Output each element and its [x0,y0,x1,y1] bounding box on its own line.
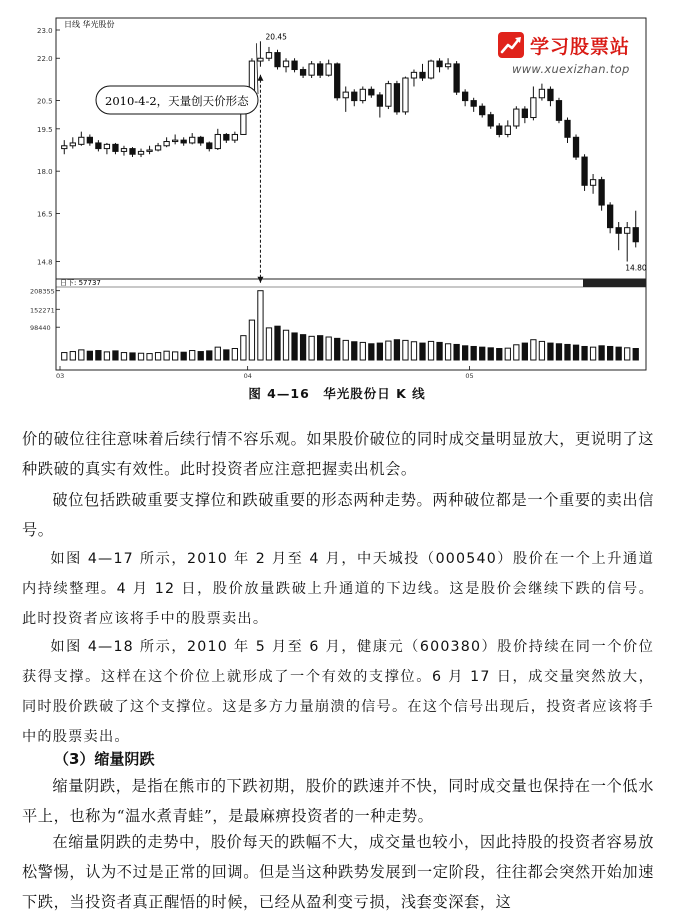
volume-bar [164,351,169,360]
candle-body [130,149,135,155]
candle-body [121,149,126,152]
candle-body [377,95,382,106]
figure-caption: 图 4—16 华光股份日 K 线 [248,386,426,401]
candle-body [565,120,570,137]
volume-bar [437,342,442,360]
candle-body [488,115,493,126]
candle-body [343,92,348,98]
volume-bar [539,341,544,360]
volume-bar [505,348,510,360]
volume-bar [403,340,408,360]
volume-bar [445,344,450,360]
candle-body [266,53,271,59]
candle-body [625,228,630,234]
volume-bar [224,350,229,360]
volume-bar [386,341,391,360]
volume-bar [121,353,126,360]
candle-body [215,134,220,148]
volume-bar [454,344,459,360]
candle-body [531,98,536,118]
candle-body [445,64,450,67]
volume-bar [309,336,314,360]
price-tick-label: 23.0 [37,27,53,35]
volume-bar [335,338,340,360]
candle-body [138,151,143,154]
candle-body [283,61,288,67]
volume-bar [633,349,638,360]
candle-body [147,150,152,151]
time-tick-label: 03 [56,372,65,380]
volume-bar [173,352,178,360]
candle-body [309,64,314,75]
candle-body [556,101,561,121]
candle-body [318,64,323,75]
candle-body [173,140,178,141]
volume-bar [155,353,160,360]
arrow-up-icon [257,75,263,81]
candle-body [258,58,263,61]
candle-body [608,205,613,228]
candle-body [463,92,468,100]
candle-body [369,89,374,95]
volume-bar [275,326,280,360]
volume-legend-bar [583,279,646,287]
candle-body [471,101,476,107]
candle-body [155,146,160,150]
volume-bar [463,346,468,360]
volume-bar [181,352,186,360]
candle-body [386,84,391,107]
candle-body [292,61,297,69]
volume-bar [394,340,399,360]
volume-bar [266,328,271,360]
candle-body [79,137,84,144]
volume-bar [198,352,203,360]
candle-body [335,64,340,98]
candle-body [411,72,416,78]
volume-bar [249,320,254,360]
site-name: 学习股票站 [530,36,631,58]
candle-body [497,126,502,134]
candle-body [573,137,578,157]
volume-bar [343,340,348,360]
volume-bar [582,346,587,360]
price-tick-label: 19.5 [37,125,53,134]
volume-bar [87,351,92,360]
volume-bar [590,347,595,360]
paragraph-5: 缩量阴跌，是指在熊市的下跌初期，股价的跌速并不快，同时成交量也保持在一个低水平上，也称为“温水煮青蛙”，是最麻痹投资者的一种走势。 [22,777,654,825]
volume-bar [556,344,561,360]
volume-tick-label: 152271 [30,306,55,315]
volume-bar [130,353,135,360]
volume-bar [514,345,519,360]
candle-body [181,140,186,143]
volume-bar [548,343,553,360]
chart-header: 日线 华光股份 [64,20,115,29]
volume-bar [104,352,109,360]
volume-bar [147,354,152,360]
volume-bar [241,336,246,360]
site-watermark [498,32,648,82]
volume-bar [411,342,416,360]
volume-bar [616,347,621,360]
section-heading: （3）缩量阴跌 [54,750,155,768]
volume-bar [471,346,476,360]
candle-body [113,144,118,151]
candle-body [207,143,212,149]
volume-series [62,291,639,360]
volume-bar [232,349,237,360]
price-axis [37,27,60,267]
candle-body [454,64,459,92]
price-tick-label: 20.5 [37,97,53,106]
price-tick-label: 16.5 [37,210,53,219]
volume-label: 日下: 57737 [60,279,101,287]
candle-body [394,84,399,112]
volume-bar [522,343,527,360]
chart-arrow-icon [498,32,524,58]
volume-bar [377,343,382,360]
paragraph-2: 破位包括跌破重要支撑位和跌破重要的形态两种走势。两种破位都是一个重要的卖出信号。 [22,491,654,539]
candle-body [352,92,357,100]
paragraph-4: 如图 4—18 所示，2010 年 5 月至 6 月，健康元（600380）股价持续在同一个价位获得支撑。这样在这个价位上就形成了一个有效的支撑位。6 月 17 日，成交量突然放大，同时股价跌破了这个支撑位。这是多方力量崩溃的信号。在这个信号出现后，投资者应该将手中的股票卖出。 [22,639,654,745]
volume-bar [292,333,297,360]
volume-bar [96,351,101,360]
volume-tick-label: 98440 [30,324,51,333]
site-url: www.xuexizhan.top [512,62,630,76]
volume-bar [318,336,323,360]
candle-body [514,109,519,126]
candle-body [190,137,195,143]
paragraph-3: 如图 4—17 所示，2010 年 2 月至 4 月，中天城投（000540）股价在一个上升通道内持续整理。4 月 12 日，股价放量跌破上升通道的下边线。这是股价会继续下跌的信号。此时投资者应该将手中的股票卖出。 [22,551,654,627]
time-tick-label: 04 [243,372,252,380]
volume-bar [625,348,630,360]
candle-body [70,143,75,146]
candle-body [232,134,237,140]
candle-body [548,89,553,100]
volume-bar [420,343,425,360]
volume-bar [326,337,331,360]
volume-bar [79,350,84,360]
paragraph-6: 在缩量阴跌的走势中，股价每天的跌幅不大，成交量也较小，因此持股的投资者容易放松警惕，认为不过是正常的回调。但是当这种跌势发展到一定阶段，往往都会突然开始加速下跌，当投资者真正醒悟的时候，已经从盈利变亏损，浅套变深套，这 [22,833,654,911]
candle-body [616,228,621,234]
candle-body [275,53,280,67]
candle-body [437,61,442,67]
candle-body [104,144,109,148]
volume-bar [488,348,493,360]
volume-bar [62,353,67,360]
candle-body [633,228,638,242]
volume-bar [258,291,263,360]
paragraph-1: 价的破位往往意味着后续行情不容乐观。如果股价破位的同时成交量明显放大，更说明了这种跌破的真实有效性。此时投资者应注意把握卖出机会。 [22,430,654,478]
low-price-label: 14.80 [625,263,647,273]
volume-bar [283,330,288,360]
volume-bar [573,345,578,360]
price-tick-label: 22.0 [37,55,53,64]
candle-body [590,180,595,186]
annotation-text: 2010-4-2，天量创天价形态 [105,94,249,108]
volume-tick-label: 208355 [30,287,55,296]
candle-body [480,106,485,114]
candle-body [420,72,425,78]
candle-body [96,143,101,149]
volume-bar [497,349,502,360]
candle-body [505,126,510,134]
high-price-label: 20.45 [265,32,287,42]
callout-leader [256,43,258,94]
candle-body [198,137,203,143]
volume-bar [70,352,75,360]
candle-body [403,78,408,112]
volume-bar [360,342,365,360]
candle-body [582,157,587,185]
candle-body [224,134,229,140]
time-axis [56,366,474,380]
candle-body [300,70,305,76]
volume-bar [608,346,613,360]
volume-bar [480,347,485,360]
volume-bar [531,340,536,360]
volume-bar [207,351,212,360]
volume-bar [215,347,220,360]
candle-body [539,89,544,97]
candle-body [428,61,433,78]
volume-bar [369,344,374,360]
price-tick-label: 14.8 [37,258,53,267]
candle-body [599,180,604,205]
volume-bar [138,353,143,360]
candle-body [62,146,67,149]
price-tick-label: 18.0 [37,168,53,177]
volume-bar [300,335,305,360]
candle-body [87,137,92,143]
time-tick-label: 05 [465,372,474,380]
volume-bar [599,346,604,360]
candle-body [164,142,169,146]
volume-bar [352,342,357,360]
volume-bar [565,344,570,360]
candle-body [522,109,527,117]
volume-bar [113,351,118,360]
volume-bar [190,351,195,360]
volume-bar [428,341,433,360]
candle-body [326,64,331,75]
arrow-down-icon [257,277,263,283]
candle-body [360,89,365,100]
